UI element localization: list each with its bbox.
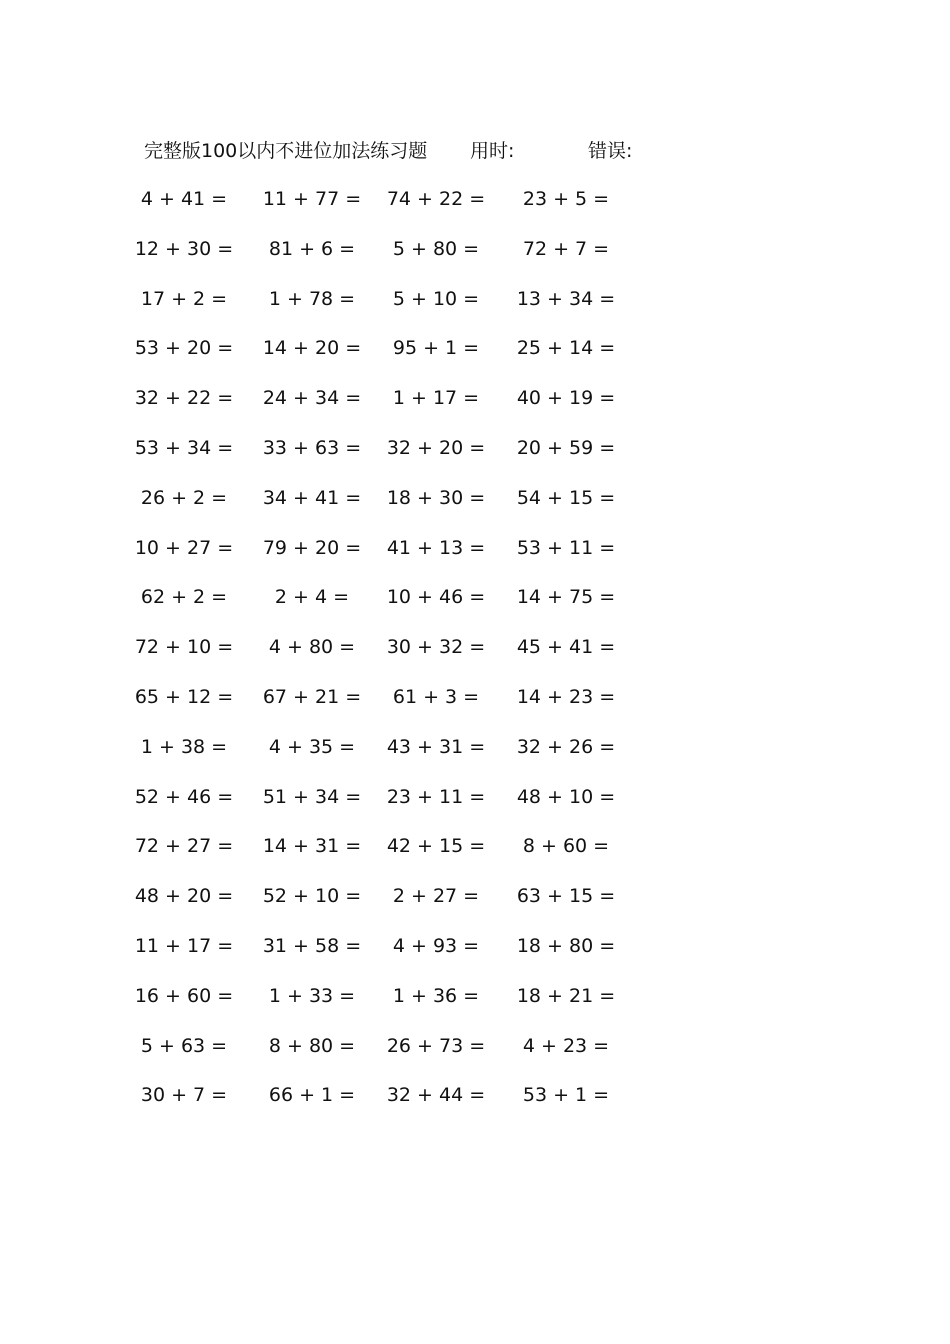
problem-row [0,682,950,732]
problem-item: 11 + 77 = [262,188,362,210]
problem-item: 1 + 38 = [140,735,228,758]
problem-row [0,433,950,483]
problem-item: 18 + 21 = [516,984,616,1007]
problem-item: 62 + 2 = [140,586,228,609]
problem-item: 72 + 7 = [522,237,610,260]
problem-item: 1 + 78 = [268,287,356,310]
problem-item: 61 + 3 = [392,685,480,708]
problem-item: 53 + 20 = [134,337,234,360]
problem-item: 33 + 63 = [262,436,362,459]
problem-item: 30 + 7 = [140,1084,228,1107]
problem-row [0,383,950,433]
problem-item: 4 + 35 = [268,735,356,758]
problem-row [0,931,950,981]
problem-item: 10 + 46 = [386,586,486,609]
problem-row [0,881,950,931]
problem-item: 63 + 15 = [516,885,616,908]
problem-row [0,234,950,284]
problem-item: 23 + 11 = [386,785,486,808]
problem-item: 66 + 1 = [268,1084,356,1107]
problem-item: 65 + 12 = [134,685,234,708]
problem-item: 4 + 80 = [268,636,356,659]
problem-item: 12 + 30 = [134,237,234,260]
problem-item: 26 + 2 = [140,486,228,509]
problem-item: 1 + 36 = [392,984,480,1007]
problem-row [0,1031,950,1081]
problem-item: 53 + 34 = [134,436,234,459]
problem-item: 8 + 80 = [268,1034,356,1057]
problem-item: 40 + 19 = [516,387,616,410]
problem-row [0,333,950,383]
problem-item: 14 + 75 = [516,586,616,609]
problem-item: 8 + 60 = [522,835,610,858]
problem-item: 51 + 34 = [262,785,362,808]
problem-item: 1 + 17 = [392,387,480,410]
problem-item: 11 + 17 = [134,934,234,957]
problem-item: 23 + 5 = [522,188,610,210]
problem-item: 42 + 15 = [386,835,486,858]
problem-item: 34 + 41 = [262,486,362,509]
problem-item: 18 + 80 = [516,934,616,957]
problem-row [0,1080,950,1130]
problem-row [0,632,950,682]
problem-row [0,981,950,1031]
problem-row [0,483,950,533]
problem-item: 54 + 15 = [516,486,616,509]
problem-item: 25 + 14 = [516,337,616,360]
problem-item: 18 + 30 = [386,486,486,509]
worksheet-title: 完整版100以内不进位加法练习题 [144,140,428,162]
problem-item: 32 + 26 = [516,735,616,758]
problem-item: 14 + 20 = [262,337,362,360]
problem-item: 67 + 21 = [262,685,362,708]
problem-item: 32 + 22 = [134,387,234,410]
problem-item: 5 + 10 = [392,287,480,310]
problem-row [0,732,950,782]
problem-item: 4 + 93 = [392,934,480,957]
problem-item: 48 + 10 = [516,785,616,808]
problem-item: 20 + 59 = [516,436,616,459]
problem-item: 24 + 34 = [262,387,362,410]
problem-item: 43 + 31 = [386,735,486,758]
problem-row [0,284,950,334]
problem-item: 45 + 41 = [516,636,616,659]
problem-row [0,582,950,632]
problem-item: 74 + 22 = [386,188,486,210]
problem-item: 31 + 58 = [262,934,362,957]
time-label: 用时: [470,140,515,162]
problem-item: 10 + 27 = [134,536,234,559]
problem-item: 52 + 10 = [262,885,362,908]
problem-row [0,533,950,583]
problem-item: 26 + 73 = [386,1034,486,1057]
problem-item: 53 + 1 = [522,1084,610,1107]
problem-item: 2 + 27 = [392,885,480,908]
problem-item: 2 + 4 = [274,586,350,609]
problem-item: 32 + 44 = [386,1084,486,1107]
problem-item: 5 + 80 = [392,237,480,260]
problem-item: 5 + 63 = [140,1034,228,1057]
errors-label: 错误: [588,140,633,162]
problem-item: 52 + 46 = [134,785,234,808]
problem-row [0,782,950,832]
problem-item: 72 + 10 = [134,636,234,659]
problem-item: 4 + 41 = [140,188,228,210]
problem-item: 1 + 33 = [268,984,356,1007]
problem-item: 13 + 34 = [516,287,616,310]
problem-row [0,184,950,234]
problem-item: 95 + 1 = [392,337,480,360]
problem-item: 14 + 23 = [516,685,616,708]
problem-item: 48 + 20 = [134,885,234,908]
problem-item: 17 + 2 = [140,287,228,310]
problem-item: 32 + 20 = [386,436,486,459]
problem-grid [0,184,950,1130]
problem-item: 4 + 23 = [522,1034,610,1057]
problem-item: 53 + 11 = [516,536,616,559]
problem-row [0,831,950,881]
problem-item: 79 + 20 = [262,536,362,559]
problem-item: 81 + 6 = [268,237,356,260]
problem-item: 30 + 32 = [386,636,486,659]
problem-item: 16 + 60 = [134,984,234,1007]
problem-item: 41 + 13 = [386,536,486,559]
problem-item: 72 + 27 = [134,835,234,858]
problem-item: 14 + 31 = [262,835,362,858]
